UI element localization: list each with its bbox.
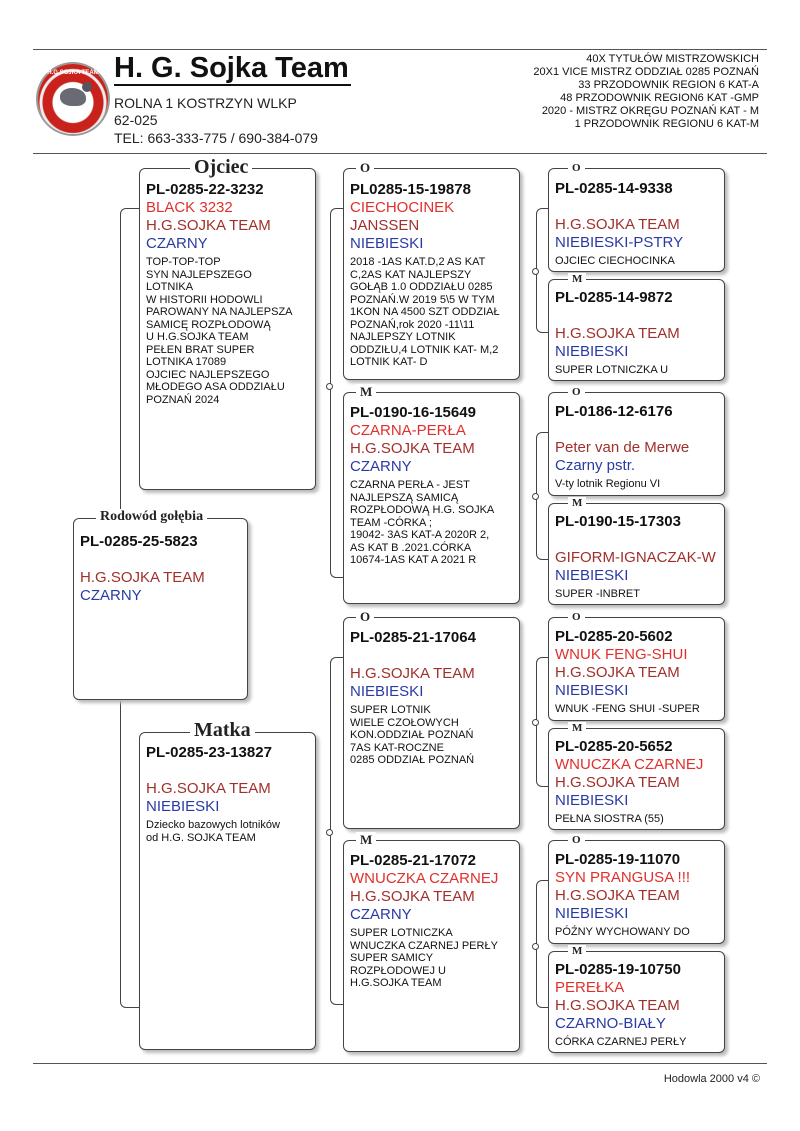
mmm-card[interactable] — [548, 951, 725, 1053]
pigeon-name: WNUCZKA CZARNEJ — [555, 756, 704, 773]
fm-card[interactable] — [343, 392, 520, 604]
achievement-item: 48 PRZODOWNIK REGION6 KAT -GMP — [560, 92, 759, 104]
notes: 2018 -1AS KAT.D,2 AS KAT C,2AS KAT NAJLEPSZY GOŁĄB 1.0 ODDZIAŁU 0285 POZNAŃ.W 2019 5\5 W TYM 1KON NA 4500 SZT ODDZIAŁ POZNAŃ,rok 2020 -11\11 NAJLEPSZY LOTNIK ODDZIŁU,4 LOTNIK KAT- M,2 LOTNIK KAT- D — [350, 256, 500, 368]
breeder: H.G.SOJKA TEAM — [146, 217, 271, 234]
mmf-legend: O — [568, 834, 585, 846]
page-title: H. G. Sojka Team — [114, 52, 349, 84]
plumage-color: CZARNO-BIAŁY — [555, 1015, 666, 1032]
achievement-item: 20X1 VICE MISTRZ ODDZIAŁ 0285 POZNAŃ — [533, 66, 759, 78]
plumage-color: NIEBIESKI — [146, 798, 220, 815]
fff-legend: O — [568, 162, 585, 174]
notes: WNUK -FENG SHUI -SUPER — [555, 703, 700, 715]
breeder: H.G.SOJKA TEAM — [555, 325, 680, 342]
mff-legend: O — [568, 611, 585, 623]
top-rule — [33, 49, 767, 50]
plumage-color: Czarny pstr. — [555, 457, 636, 474]
plumage-color: CZARNY — [80, 587, 142, 604]
connector-node — [532, 268, 539, 275]
breeder: H.G.SOJKA TEAM — [555, 664, 680, 681]
address-street: ROLNA 1 KOSTRZYN WLKP — [114, 95, 297, 111]
logo-text: H.G.SOJKA TEAM — [47, 70, 99, 76]
breeder: JANSSEN — [350, 217, 420, 234]
breeder: H.G.SOJKA TEAM — [350, 440, 475, 457]
breeder: H.G.SOJKA TEAM — [350, 888, 475, 905]
ring-number: PL-0285-19-10750 — [555, 961, 681, 978]
pigeon-name: BLACK 3232 — [146, 199, 233, 216]
notes: SUPER -INBRET — [555, 588, 640, 600]
connector-node — [326, 383, 333, 390]
ffm-legend: M — [568, 273, 586, 285]
subject-legend: Rodowód gołębia — [96, 509, 207, 525]
fmf-legend: O — [568, 386, 585, 398]
achievement-item: 1 PRZODOWNIK REGIONU 6 KAT-M — [574, 118, 759, 130]
plumage-color: NIEBIESKI — [555, 343, 629, 360]
mf-card[interactable] — [343, 617, 520, 829]
breeder: H.G.SOJKA TEAM — [555, 774, 680, 791]
achievement-item: 40X TYTUŁÓW MISTRZOWSKICH — [586, 53, 759, 65]
connector-node — [532, 943, 539, 950]
notes: OJCIEC CIECHOCINKA — [555, 255, 675, 267]
breeder: H.G.SOJKA TEAM — [555, 216, 680, 233]
ring-number: PL-0285-21-17072 — [350, 852, 476, 869]
father-card[interactable] — [139, 168, 316, 490]
notes: CZARNA PERŁA - JEST NAJLEPSZĄ SAMICĄ ROZPŁODOWĄ H.G. SOJKA TEAM -CÓRKA ; 19042- 3AS KAT-A 2020R 2, AS KAT B .2021.CÓRKA 10674-1AS KAT A 2021 R — [350, 479, 495, 566]
breeder: Peter van de Merwe — [555, 439, 690, 456]
notes: PÓŹNY WYCHOWANY DO — [555, 926, 690, 938]
achievement-item: 33 PRZODOWNIK REGION 6 KAT-A — [578, 79, 759, 91]
plumage-color: NIEBIESKI-PSTRY — [555, 234, 684, 251]
notes: Dziecko bazowych lotników od H.G. SOJKA TEAM — [146, 819, 280, 844]
notes: CÓRKA CZARNEJ PERŁY — [555, 1036, 687, 1048]
ring-number: PL-0285-20-5602 — [555, 628, 673, 645]
ring-number: PL-0285-19-11070 — [555, 851, 681, 868]
notes: V-ty lotnik Regionu VI — [555, 478, 661, 490]
plumage-color: NIEBIESKI — [555, 567, 629, 584]
fmf-card[interactable] — [548, 392, 725, 496]
phone-numbers: TEL: 663-333-775 / 690-384-079 — [114, 130, 318, 146]
father-legend: Ojciec — [190, 156, 252, 179]
address-postcode: 62-025 — [114, 112, 158, 128]
fm-legend: M — [356, 384, 376, 400]
ffm-card[interactable] — [548, 279, 725, 381]
connector-node — [326, 829, 333, 836]
notes: TOP-TOP-TOP SYN NAJLEPSZEGO LOTNIKA W HISTORII HODOWLI PAROWANY NA NAJLEPSZA SAMICĘ ROZPŁODOWĄ U H.G.SOJKA TEAM PEŁEN BRAT SUPER LOTNIKA 17089 OJCIEC NAJLEPSZEGO MŁODEGO ASA ODDZIAŁU POZNAŃ 2024 — [146, 256, 293, 406]
plumage-color: NIEBIESKI — [555, 792, 629, 809]
club-logo — [38, 64, 108, 134]
footer-rule — [33, 1063, 767, 1064]
connector-node — [532, 719, 539, 726]
header-rule — [33, 153, 767, 154]
pigeon-name: SYN PRANGUSA !!! — [555, 869, 691, 886]
ring-number: PL-0285-25-5823 — [80, 533, 198, 550]
ring-number: PL0285-15-19878 — [350, 181, 471, 198]
mf-legend: O — [356, 609, 374, 625]
ring-number: PL-0190-16-15649 — [350, 404, 476, 421]
plumage-color: NIEBIESKI — [350, 683, 424, 700]
pigeon-name: PEREŁKA — [555, 979, 625, 996]
breeder: H.G.SOJKA TEAM — [80, 569, 205, 586]
achievements-list — [533, 53, 759, 131]
breeder: H.G.SOJKA TEAM — [555, 997, 680, 1014]
pigeon-name: WNUK FENG-SHUI — [555, 646, 688, 663]
mff-card[interactable] — [548, 617, 725, 721]
subject-card[interactable] — [73, 518, 248, 700]
software-credit: Hodowla 2000 v4 © — [663, 1073, 760, 1085]
fmm-legend: M — [568, 497, 586, 509]
connector-node — [532, 493, 539, 500]
notes: SUPER LOTNICZKA U — [555, 364, 669, 376]
mmf-card[interactable] — [548, 840, 725, 944]
fff-card[interactable] — [548, 168, 725, 272]
plumage-color: CZARNY — [146, 235, 208, 252]
mfm-card[interactable] — [548, 728, 725, 830]
pigeon-icon — [60, 88, 86, 106]
breeder: GIFORM-IGNACZAK-W — [555, 549, 716, 566]
mfm-legend: M — [568, 722, 586, 734]
notes: PEŁNA SIOSTRA (55) — [555, 813, 664, 825]
ff-card[interactable] — [343, 168, 520, 380]
breeder: H.G.SOJKA TEAM — [146, 780, 271, 797]
plumage-color: CZARNY — [350, 458, 412, 475]
pigeon-name: CZARNA-PERŁA — [350, 422, 466, 439]
ff-legend: O — [356, 160, 374, 176]
plumage-color: NIEBIESKI — [555, 905, 629, 922]
plumage-color: NIEBIESKI — [350, 235, 424, 252]
ring-number: PL-0285-20-5652 — [555, 738, 673, 755]
mmm-legend: M — [568, 945, 586, 957]
plumage-color: CZARNY — [350, 906, 412, 923]
notes: SUPER LOTNIK WIELE CZOŁOWYCH KON.ODDZIAŁ POZNAŃ 7AS KAT-ROCZNE 0285 ODDZIAŁ POZNAŃ — [350, 704, 475, 766]
pigeon-name: WNUCZKA CZARNEJ — [350, 870, 499, 887]
connector-father — [330, 208, 344, 578]
plumage-color: NIEBIESKI — [555, 682, 629, 699]
mother-card[interactable] — [139, 732, 316, 1050]
mm-card[interactable] — [343, 840, 520, 1052]
mother-legend: Matka — [190, 719, 255, 742]
ring-number: PL-0285-23-13827 — [146, 744, 272, 761]
ring-number: PL-0285-14-9338 — [555, 180, 673, 197]
achievement-item: 2020 - MISTRZ OKRĘGU POZNAŃ KAT - M — [541, 105, 759, 117]
breeder: H.G.SOJKA TEAM — [555, 887, 680, 904]
ring-number: PL-0190-15-17303 — [555, 513, 681, 530]
ring-number: PL-0285-22-3232 — [146, 181, 264, 198]
notes: SUPER LOTNICZKA WNUCZKA CZARNEJ PERŁY SUPER SAMICY ROZPŁODOWEJ U H.G.SOJKA TEAM — [350, 927, 498, 989]
pigeon-name: CIECHOCINEK — [350, 199, 455, 216]
ring-number: PL-0285-14-9872 — [555, 289, 673, 306]
mm-legend: M — [356, 832, 376, 848]
breeder: H.G.SOJKA TEAM — [350, 665, 475, 682]
ring-number: PL-0186-12-6176 — [555, 403, 673, 420]
fmm-card[interactable] — [548, 503, 725, 605]
ring-number: PL-0285-21-17064 — [350, 629, 476, 646]
